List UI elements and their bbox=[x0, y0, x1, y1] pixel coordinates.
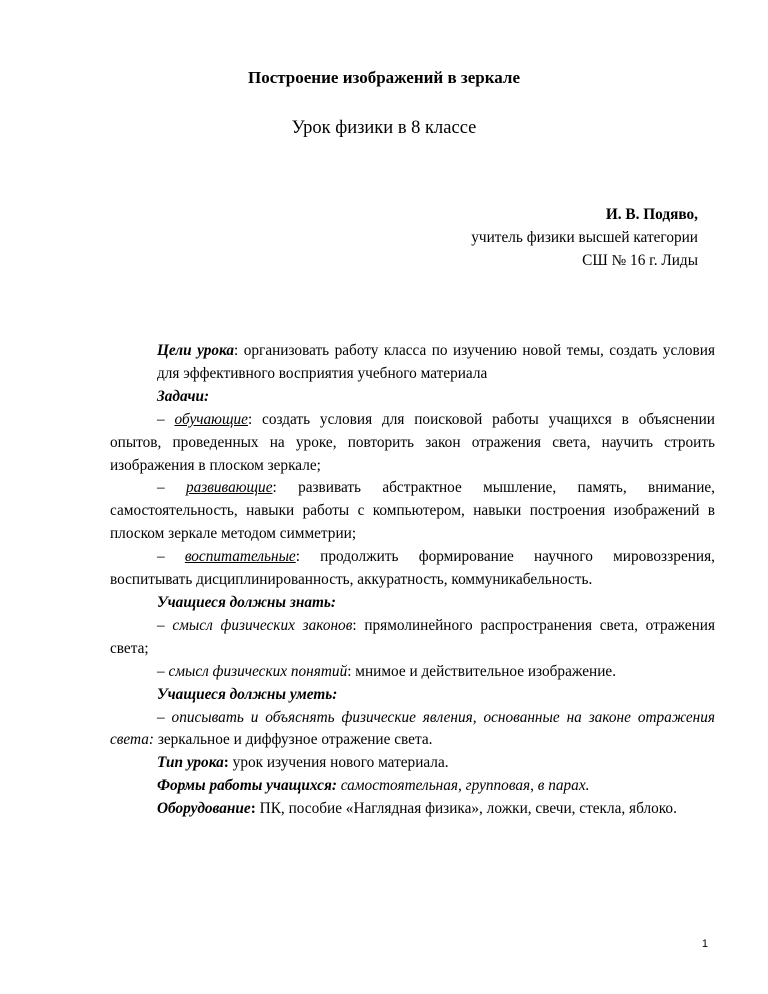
work-forms-label: Формы работы учащихся: bbox=[157, 777, 337, 795]
author-school: СШ № 16 г. Лиды bbox=[582, 252, 698, 269]
know-text: : мнимое и действительное изображение. bbox=[347, 662, 617, 680]
task-text: : развивать абстрактное мышление, память, внимание, самостоятельность, навыки работы с компьютером, навыки построения изображений в плоском зеркале методом симметрии; bbox=[110, 479, 715, 543]
lesson-type-text: урок изучения нового материала. bbox=[228, 754, 449, 772]
lesson-type-colon: : bbox=[223, 754, 229, 772]
equipment-text: ПК, пособие «Наглядная физика», ложки, свечи, стекла, яблоко. bbox=[255, 800, 677, 818]
goals-paragraph bbox=[110, 340, 715, 386]
task-item bbox=[110, 546, 715, 592]
know-text: : прямолинейного распространения света, отражения света; bbox=[110, 616, 715, 657]
work-forms bbox=[110, 775, 715, 798]
lesson-type bbox=[110, 752, 715, 775]
author-position: учитель физики высшей категории bbox=[471, 229, 698, 246]
document-subtitle: Урок физики в 8 классе bbox=[291, 118, 477, 138]
document-title: Построение изображений в зеркале bbox=[247, 68, 520, 87]
know-item bbox=[110, 615, 715, 661]
task-text: : создать условия для поисковой работы учащихся в объяснении опытов, проведенных на уроке, повторить закон отражения света, научить строить изображения в плоском зеркале; bbox=[110, 410, 715, 474]
task-text: : продолжить формирование научного мировоззрения, воспитывать дисциплинированность, аккуратность, коммуникабельность. bbox=[110, 548, 715, 589]
know-label: – смысл физических законов bbox=[157, 616, 353, 634]
know-item bbox=[110, 661, 715, 684]
lesson-type-label: Тип урока bbox=[157, 754, 224, 772]
equipment-label: Оборудование bbox=[157, 800, 251, 818]
author-block bbox=[471, 203, 698, 272]
able-heading: Учащиеся должны уметь: bbox=[157, 685, 338, 703]
task-dash: – bbox=[157, 548, 185, 566]
goals-label: Цели урока bbox=[157, 342, 235, 359]
equipment bbox=[110, 798, 715, 821]
task-label: воспитательные bbox=[184, 548, 296, 566]
equipment-colon: : bbox=[250, 800, 256, 818]
know-label: – смысл физических понятий bbox=[157, 662, 348, 680]
page-number: 1 bbox=[701, 938, 708, 950]
able-text: зеркальное и диффузное отражение света. bbox=[154, 731, 433, 749]
work-forms-text: самостоятельная, групповая, в парах. bbox=[336, 777, 590, 795]
task-label: развивающие bbox=[185, 479, 273, 497]
goals-text: : организовать работу класса по изучению новой темы, создать условия для эффективного восприятия учебного материала bbox=[157, 342, 715, 382]
author-name: И. В. Подяво, bbox=[605, 206, 698, 223]
task-item bbox=[110, 477, 715, 546]
task-label: обучающие bbox=[174, 410, 248, 428]
able-label: – описывать и объяснять физические явления, основанные на законе отражения света: bbox=[110, 708, 715, 749]
tasks-heading: Задачи: bbox=[157, 387, 210, 405]
task-dash: – bbox=[157, 479, 186, 497]
know-heading: Учащиеся должны знать: bbox=[157, 593, 336, 611]
task-item bbox=[110, 409, 715, 478]
task-dash: – bbox=[157, 410, 175, 428]
able-item bbox=[110, 707, 715, 753]
lesson-plan-body bbox=[110, 340, 715, 821]
